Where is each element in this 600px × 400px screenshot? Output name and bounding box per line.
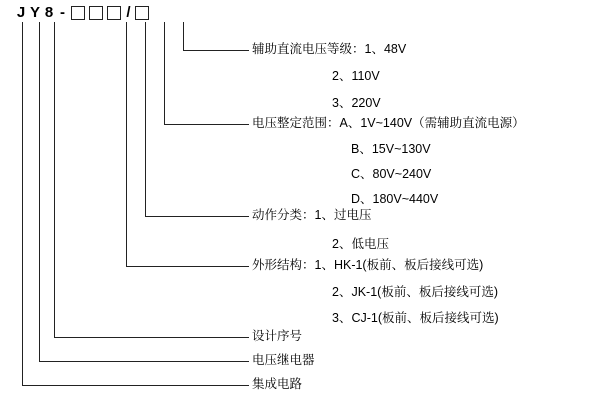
callout-enclosure-line-2: 2、JK-1(板前、板后接线可选) (332, 285, 498, 299)
callout-aux-dc-voltage-line-3: 3、220V (332, 96, 381, 110)
leader-vline-aux-voltage (183, 22, 184, 51)
code-letter-y: Y (29, 4, 40, 21)
code-box-action-class (89, 6, 103, 20)
leader-vline-voltage-range (164, 22, 165, 125)
code-box-structure (71, 6, 85, 20)
leader-hline-aux-voltage (183, 50, 249, 51)
code-box-aux-voltage (135, 6, 149, 20)
leader-hline-voltage-relay (39, 361, 249, 362)
code-slash: / (126, 4, 131, 21)
leader-hline-enclosure (126, 266, 249, 267)
leader-hline-voltage-range (164, 124, 249, 125)
leader-vline-design-serial (54, 22, 55, 338)
callout-voltage-range-head: 电压整定范围：A、1V~140V（需辅助直流电源） (252, 116, 525, 130)
leader-hline-action-class (145, 216, 249, 217)
callout-voltage-range-line-d: D、180V~440V (351, 192, 439, 206)
callout-aux-dc-voltage-head: 辅助直流电压等级：1、48V (252, 42, 407, 56)
callout-action-class-line-2: 2、低电压 (332, 237, 389, 251)
code-digit-8: 8 (44, 4, 54, 21)
code-letter-j: J (16, 4, 26, 21)
leader-hline-integrated-circuit (22, 385, 249, 386)
leader-vline-voltage-relay (39, 22, 40, 362)
code-dash: - (60, 4, 65, 21)
leader-vline-action-class (145, 22, 146, 217)
callout-design-serial-head: 设计序号 (252, 329, 303, 343)
leader-vline-enclosure (126, 22, 127, 267)
leader-vline-integrated-circuit (22, 22, 23, 386)
callout-aux-dc-voltage-line-2: 2、110V (332, 69, 380, 83)
callout-action-class-head: 动作分类：1、过电压 (252, 208, 372, 222)
leader-hline-design-serial (54, 337, 249, 338)
callout-enclosure-head: 外形结构：1、HK-1(板前、板后接线可选) (252, 258, 484, 272)
callout-voltage-range-line-b: B、15V~130V (351, 142, 431, 156)
model-code (14, 4, 150, 21)
callout-voltage-range-line-c: C、80V~240V (351, 167, 432, 181)
callout-voltage-relay-head: 电压继电器 (252, 353, 315, 367)
callout-enclosure-line-3: 3、CJ-1(板前、板后接线可选) (332, 311, 499, 325)
callout-integrated-circuit-head: 集成电路 (252, 377, 303, 391)
code-box-voltage-range (107, 6, 121, 20)
